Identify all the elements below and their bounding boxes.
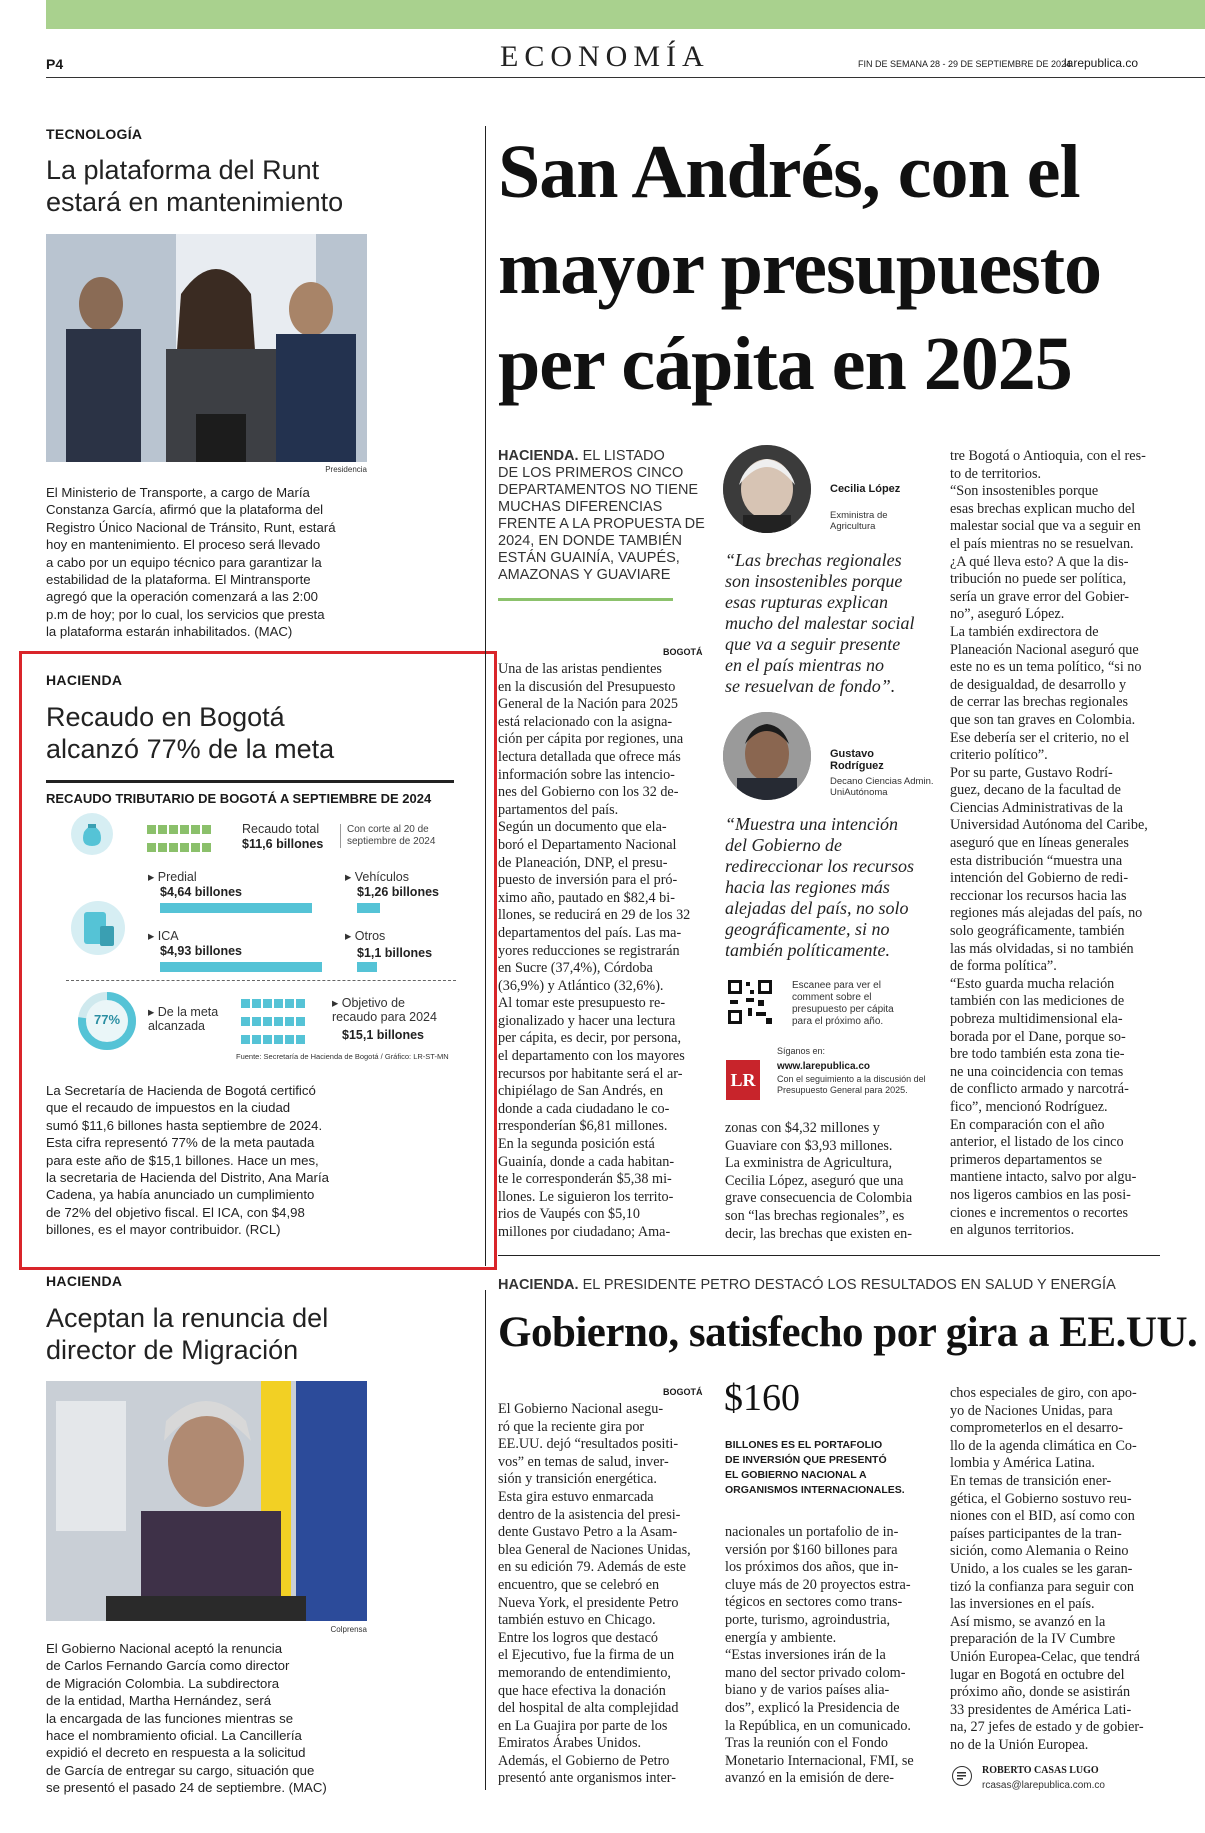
predial-label: ▸ Predial (148, 870, 197, 884)
text-line: dos”, explicó la Presidencia de (725, 1699, 900, 1716)
calculator-icon (70, 898, 125, 958)
caption-line: EL GOBIERNO NACIONAL A (725, 1469, 867, 1481)
otros-value: $1,1 billones (357, 946, 433, 960)
text-line: el Ejecutivo, fue la firma de un (498, 1647, 675, 1664)
otros-label: ▸ Otros (345, 929, 386, 943)
quote-line: esas rupturas explican (725, 592, 888, 612)
migracion-line: de Carlos Fernando García como director (46, 1658, 290, 1674)
text-line: fico”, mencionó Rodríguez. (950, 1098, 1108, 1115)
runt-photo-illustration (46, 234, 367, 462)
migracion-line: de García de entregar su cargo, situación que (46, 1762, 315, 1778)
text-line: esta distribución “muestra una (950, 852, 1123, 869)
text-line: intención del Gobierno de redi- (950, 870, 1129, 887)
quote-line: en el país mientras no (725, 655, 884, 675)
total-value: $11,6 billones (242, 837, 324, 851)
quote2-name: Gustavo Rodríguez (830, 748, 884, 772)
text-line: países participantes de la tran- (950, 1525, 1122, 1542)
text-line: está relacionado con la asigna- (498, 713, 673, 730)
text-line: Cecilia López, aseguró que una (725, 1172, 904, 1189)
lr-logo: LR (726, 1060, 760, 1100)
text-line: Ese debería ser el criterio, no el (950, 729, 1130, 746)
gira-col3 (950, 1385, 1162, 1754)
text-line: “Esto guarda mucha relación (950, 975, 1115, 992)
text-line: llones, se reducirá en 29 de los 32 (498, 907, 691, 924)
text-line: EE.UU. dejó “resultados positi- (498, 1436, 679, 1453)
predial-name: Predial (157, 870, 197, 884)
text-line: dente Gustavo Petro a la Asam- (498, 1524, 678, 1541)
text-line: Al tomar este presupuesto re- (498, 995, 666, 1012)
main-deck (498, 448, 713, 584)
main-deck-line: EL LISTADO (582, 448, 665, 464)
gira-kicker: HACIENDA. (498, 1277, 579, 1293)
progress-ring (76, 990, 138, 1052)
text-line: energía y ambiente. (725, 1629, 837, 1646)
top-color-bar (46, 0, 1205, 29)
main-dateline: BOGOTÁ (663, 647, 703, 657)
text-line: dentro de la asistencia del presi- (498, 1506, 681, 1523)
portrait-illustration (723, 712, 811, 800)
text-line: próximo año, donde se asistirán (950, 1684, 1131, 1701)
text-line: Una de las aristas pendientes (498, 661, 662, 677)
gira-headline: Gobierno, satisfecho por gira a EE.UU. (498, 1309, 1198, 1356)
follow-label: Síganos en: (777, 1046, 826, 1056)
recaudo-line: sumó $11,6 billones hasta septiembre de 2024. (46, 1117, 323, 1133)
text-line: de Planeación, DNP, el presu- (498, 854, 668, 871)
text-line: recursos por habitante será el ar- (498, 1065, 683, 1082)
quote-line: alejadas del país, no solo (725, 898, 909, 918)
vehiculos-value: $1,26 billones (357, 885, 439, 899)
quote-line: mucho del malestar social (725, 613, 915, 633)
text-line: llones. Le siguieron los territo- (498, 1188, 674, 1205)
quote-line: redireccionar los recursos (725, 856, 914, 876)
quote1-name: Cecilia López (830, 483, 901, 495)
text-line: per cápita, es decir, por persona, (498, 1030, 681, 1047)
runt-line: estabilidad de la plataforma. El Mintransporte (46, 572, 311, 588)
text-line: partamentos del país. (498, 801, 619, 818)
text-line: niones con el BID, así como con (950, 1508, 1135, 1525)
quote2-role: Decano Ciencias Admin. UniAutónoma (830, 776, 934, 798)
text-line: boró el Departamento Nacional (498, 836, 677, 853)
text-line: na, 27 jefes de estado y de gobier- (950, 1719, 1144, 1736)
text-line: las inversiones en el país. (950, 1596, 1095, 1613)
text-line: Guainía, donde a cada habitan- (498, 1153, 675, 1170)
text-line: Tras la reunión con el Fondo (725, 1735, 889, 1752)
text-line: vos” en temas de salud, inver- (498, 1453, 669, 1470)
text-line: nos ligeros cambios en las posi- (950, 1186, 1131, 1203)
main-deck-line: AMAZONAS Y GUAVIARE (498, 567, 671, 583)
recaudo-body (46, 1082, 386, 1239)
goal-label-text: Objetivo de recaudo para 2024 (332, 996, 437, 1024)
text-line: comprometerlos en el desarro- (950, 1420, 1123, 1437)
text-line: sería un grave error del Gobier- (950, 588, 1129, 605)
main-headline (498, 124, 1198, 412)
total-squares (146, 822, 236, 858)
quote-line: “Muestra una intención (725, 814, 898, 834)
text-line: Por su parte, Gustavo Rodrí- (950, 764, 1113, 781)
text-line: to de territorios. (950, 465, 1042, 482)
text-line: Según un documento que ela- (498, 819, 667, 836)
text-line: ¿A qué lleva esto? A que la dis- (950, 553, 1129, 570)
gira-col1 (498, 1401, 706, 1788)
text-line: que hace efectiva la donación (498, 1682, 666, 1699)
text-line: La también exdirectora de (950, 623, 1099, 640)
migracion-line: de Migración Colombia. La subdirectora (46, 1675, 280, 1691)
text-line: Unión Europea-Celac, que tendrá (950, 1648, 1140, 1665)
text-line: en la discusión del Presupuesto (498, 678, 676, 695)
text-line: cluye más de 20 proyectos estra- (725, 1576, 911, 1593)
text-line: bre todo también esta zona tie- (950, 1046, 1125, 1063)
follow-site[interactable]: www.larepublica.co (777, 1061, 870, 1072)
main-col2 (725, 1120, 933, 1243)
quote-line: “Las brechas regionales (725, 550, 902, 570)
main-headline-line: mayor presupuesto (498, 226, 1102, 310)
text-line: te le corresponderán $5,38 mi- (498, 1171, 672, 1188)
text-line: Monetario Internacional, FMI, se (725, 1752, 914, 1769)
text-line: reccionar los recursos hacia las (950, 887, 1127, 904)
caption-line: BILLONES ES EL PORTAFOLIO (725, 1439, 883, 1451)
chart-source: Fuente: Secretaría de Hacienda de Bogotá / Gráfico: LR-ST-MN (236, 1052, 449, 1061)
runt-line: agregó que la operación comenzará a las 2:00 (46, 589, 318, 605)
text-line: Así mismo, se avanzó en la (950, 1613, 1106, 1630)
text-line: no de la Unión Europea. (950, 1736, 1089, 1753)
text-line: gética, el Gobierno sostuvo reu- (950, 1490, 1132, 1507)
quote-line: del Gobierno de (725, 835, 842, 855)
text-line: nacionales un portafolio de in- (725, 1524, 899, 1540)
migracion-line: la encargada de las funciones mientras se (46, 1710, 294, 1726)
text-line: rresponderían $6,81 millones. (498, 1118, 668, 1135)
text-line: La exministra de Agricultura, (725, 1155, 893, 1172)
text-line: anterior, el listado de los cinco (950, 1134, 1124, 1151)
text-line: En comparación con el año (950, 1116, 1105, 1133)
text-line: Esta gira estuvo enmarcada (498, 1488, 654, 1505)
recaudo-line: para este año de $15,1 billones. Hace un mes, (46, 1152, 319, 1168)
recaudo-title: Recaudo en Bogotá alcanzó 77% de la meta (46, 702, 335, 764)
migracion-photo (46, 1381, 367, 1621)
text-line: borada por el Dane, porque so- (950, 1028, 1126, 1045)
text-line: lugar en Bogotá en octubre del (950, 1666, 1125, 1683)
text-line: rios de Vaupés con $5,10 (498, 1206, 640, 1223)
text-line: nes del Gobierno con los 32 de- (498, 784, 679, 801)
text-line: que son tan graves en Colombia. (950, 711, 1136, 728)
text-line: la República, en un comunicado. (725, 1717, 911, 1734)
runt-title: La plataforma del Runt estará en mantenimiento (46, 155, 344, 217)
text-line: porte, turismo, agroindustria, (725, 1611, 891, 1628)
gira-deck-text: EL PRESIDENTE PETRO DESTACÓ LOS RESULTADOS EN SALUD Y ENERGÍA (582, 1277, 1116, 1293)
recaudo-kicker: HACIENDA (46, 672, 123, 688)
text-line: esas brechas explican mucho del (950, 500, 1136, 517)
text-line: ción per cápita por regiones, una (498, 731, 684, 748)
recaudo-line: billones, es el mayor contribuidor. (RCL) (46, 1222, 281, 1238)
text-line: también estuvo en Chicago. (498, 1612, 656, 1629)
text-line: yo de Naciones Unidas, para (950, 1402, 1113, 1419)
recaudo-line: la secretaria de Hacienda del Distrito, Ana María (46, 1170, 329, 1186)
vehiculos-bar (357, 903, 380, 913)
text-line: decir, las brechas que existen en- (725, 1225, 912, 1242)
runt-line: Registro Único Nacional de Tránsito, Runt, estará (46, 519, 336, 535)
text-line: Ciencias Administrativas de la (950, 799, 1123, 816)
otros-name: Otros (354, 929, 386, 943)
text-line: información sobre las intencio- (498, 766, 675, 783)
text-line: en La Guajira por parte de los (498, 1717, 668, 1734)
text-line: sión y transición energética. (498, 1471, 657, 1488)
text-line: memorando de entendimiento, (498, 1664, 671, 1681)
author-email-icon (952, 1766, 972, 1786)
text-line: yores reducciones se registrarán (498, 942, 680, 959)
text-line: tribución no puede ser política, (950, 571, 1127, 588)
text-line: Nueva York, el presidente Petro (498, 1594, 679, 1611)
ica-name: ICA (157, 929, 179, 943)
quote-line: son insostenibles porque (725, 571, 903, 591)
text-line: Planeación Nacional aseguró que (950, 641, 1139, 658)
quote-line: que va a seguir presente (725, 634, 901, 654)
column-divider-lower (485, 1290, 486, 1790)
text-line: avanzó en la emisión de dere- (725, 1770, 894, 1787)
page-number: P4 (46, 56, 64, 72)
text-line: ró que la reciente gira por (498, 1418, 645, 1435)
text-line: (36,9%) y Atlántico (32,6%). (498, 977, 664, 994)
text-line: guez, decano de la facultad de (950, 782, 1121, 799)
text-line: donde a cada ciudadano le co- (498, 1100, 670, 1117)
runt-kicker: TECNOLOGÍA (46, 126, 143, 142)
recaudo-line: La Secretaría de Hacienda de Bogotá certificó (46, 1083, 316, 1098)
text-line: solo geográficamente, también (950, 923, 1125, 940)
text-line: criterio político”. (950, 747, 1048, 764)
text-line: mano del sector privado colom- (725, 1664, 906, 1681)
runt-photo (46, 234, 367, 462)
main-kicker: HACIENDA. (498, 448, 579, 464)
progress-pct: 77% (93, 1012, 121, 1027)
chart-divider (66, 980, 456, 981)
text-line: ciones e incrementos o recortes (950, 1204, 1129, 1221)
text-line: este no es un tema político, “si no (950, 659, 1142, 676)
quote-line: hacia las regiones más (725, 877, 890, 897)
runt-line: Constanza García, afirmó que la plataforma del (46, 502, 324, 518)
text-line: del hospital de alta complejidad (498, 1700, 679, 1717)
author-email[interactable]: rcasas@larepublica.com.co (982, 1780, 1105, 1791)
text-line: preparación de la IV Cumbre (950, 1631, 1116, 1648)
deck-rule (498, 598, 673, 601)
text-line: primeros departamentos se (950, 1151, 1103, 1168)
gustavo-rodriguez-portrait (723, 712, 811, 800)
text-line: departamentos del país. Las ma- (498, 924, 682, 941)
text-line: En la segunda posición está (498, 1136, 655, 1153)
text-line: aseguró que en líneas generales (950, 835, 1129, 852)
runt-photo-credit: Presidencia (325, 465, 367, 474)
section-title: ECONOMÍA (500, 40, 710, 73)
cutoff-note: Con corte al 20 de septiembre de 2024 (340, 824, 450, 848)
quote-line: se resuelvan de fondo”. (725, 676, 896, 696)
migracion-photo-illustration (46, 1381, 367, 1621)
text-line: en Sucre (37,4%), Córdoba (498, 960, 653, 977)
total-label: Recaudo total (242, 822, 320, 836)
text-line: tégicos en sectores como trans- (725, 1594, 903, 1611)
gira-deck (498, 1277, 1116, 1293)
text-line: ximo año, pautado en $82,4 bi- (498, 889, 675, 906)
site-url[interactable]: larepublica.co (1064, 56, 1139, 70)
text-line: “Estas inversiones irán de la (725, 1647, 886, 1664)
text-line: zonas con $4,32 millones y (725, 1120, 880, 1136)
migracion-line: de la entidad, Martha Hernández, será (46, 1693, 272, 1709)
text-line: de desigualdad, de desarrollo y (950, 676, 1127, 693)
runt-body (46, 484, 376, 641)
text-line: pobreza multidimensional ela- (950, 1011, 1123, 1027)
text-line: no”, aseguró López. (950, 606, 1065, 623)
main-headline-line: San Andrés, con el (498, 130, 1080, 214)
text-line: el departamento con los mayores (498, 1048, 685, 1065)
gira-big-caption (725, 1438, 935, 1498)
text-line: regiones más alejadas del país, no (950, 905, 1143, 922)
ica-label: ▸ ICA (148, 929, 179, 943)
text-line: de forma política”. (950, 958, 1057, 975)
text-line: encuentro, que se celebró en (498, 1576, 660, 1593)
main-deck-line: ESTÁN GUAINÍA, VAUPÉS, (498, 550, 680, 566)
text-line: en su edición 79. Además de este (498, 1559, 686, 1576)
text-line: de cerrar las brechas regionales (950, 694, 1129, 711)
caption-line: ORGANISMOS INTERNACIONALES. (725, 1484, 905, 1496)
main-deck-line: FRENTE A LA PROPUESTA DE (498, 516, 705, 532)
main-col3 (950, 448, 1162, 1240)
gira-col2 (725, 1524, 933, 1788)
text-line: presentó ante organismos inter- (498, 1770, 676, 1787)
runt-line: a cabo por un equipo técnico para garantizar la (46, 554, 322, 570)
text-line: sición, como Alemania o Reino (950, 1543, 1129, 1560)
progress-text: ▸ De la meta alcanzada (148, 1005, 219, 1033)
quote-line: geográficamente, si no (725, 919, 890, 939)
author-name: ROBERTO CASAS LUGO (982, 1765, 1099, 1776)
header-rule (46, 77, 1205, 78)
text-line: “Son insostenibles porque (950, 483, 1099, 500)
story-divider (498, 1255, 1160, 1256)
predial-bar (160, 903, 312, 913)
text-line: General de la Nación para 2025 (498, 696, 679, 713)
main-col1 (498, 661, 706, 1242)
runt-line: la plataforma estarán inhabilitados. (MAC) (46, 624, 293, 640)
text-line: en algunos territorios. (950, 1222, 1075, 1239)
recaudo-line: de 72% del objetivo fiscal. El ICA, con $4,98 (46, 1204, 305, 1220)
progress-text-label: De la meta alcanzada (148, 1005, 219, 1033)
text-line: Además, el Gobierno de Petro (498, 1752, 670, 1769)
text-line: los próximos dos años, que in- (725, 1559, 899, 1576)
text-line: son “las brechas regionales”, es (725, 1207, 905, 1224)
main-deck-line: 2024, EN DONDE TAMBIÉN (498, 533, 682, 549)
chart-top-rule (46, 780, 454, 783)
text-line: En temas de transición ener- (950, 1472, 1112, 1489)
runt-line: El Ministerio de Transporte, a cargo de María (46, 485, 310, 500)
text-line: El Gobierno Nacional asegu- (498, 1401, 664, 1417)
text-line: ne una coincidencia con temas (950, 1063, 1124, 1080)
text-line: chos especiales de giro, con apo- (950, 1385, 1137, 1401)
main-deck-line: MUCHAS DIFERENCIAS (498, 499, 663, 515)
text-line: versión por $160 billones para (725, 1541, 898, 1558)
qr-code-icon[interactable] (726, 978, 774, 1026)
otros-bar (357, 962, 377, 972)
recaudo-line: Esta cifra representó 77% de la meta pautada (46, 1135, 315, 1151)
main-headline-line: per cápita en 2025 (498, 322, 1072, 406)
recaudo-line: que el recaudo de impuestos en la ciudad (46, 1100, 291, 1116)
column-divider (485, 126, 486, 1266)
text-line: chipiélago de San Andrés, en (498, 1083, 664, 1100)
chart-title: RECAUDO TRIBUTARIO DE BOGOTÁ A SEPTIEMBRE DE 2024 (46, 791, 432, 806)
text-line: también con las mediciones de (950, 993, 1125, 1010)
quote-line: también políticamente. (725, 940, 890, 960)
text-line: Universidad Autónoma del Caribe, (950, 817, 1148, 834)
migracion-line: hace el nombramiento oficial. La Cancillería (46, 1728, 302, 1744)
money-bag-icon (70, 812, 114, 856)
migracion-line: expidió el decreto en respuesta a la solicitud (46, 1745, 306, 1761)
predial-value: $4,64 billones (160, 885, 242, 899)
text-line: malestar social que va a seguir en (950, 518, 1141, 535)
text-line: Guaviare con $3,93 millones. (725, 1137, 893, 1154)
text-line: llo de la agenda climática en Co- (950, 1437, 1137, 1454)
ica-value: $4,93 billones (160, 944, 242, 958)
recaudo-line: Cadena, ya había anunciado un cumplimiento (46, 1187, 315, 1203)
text-line: lectura detallada que ofrece más (498, 748, 681, 765)
text-line: Emiratos Árabes Unidos. (498, 1735, 642, 1752)
cecilia-lopez-portrait (723, 445, 811, 533)
migracion-line: El Gobierno Nacional aceptó la renuncia (46, 1641, 283, 1656)
migracion-body (46, 1640, 386, 1797)
text-line: puesto de inversión para el pró- (498, 872, 678, 889)
migracion-photo-credit: Colprensa (330, 1625, 367, 1634)
goal-squares (240, 996, 325, 1050)
text-line: grave consecuencia de Colombia (725, 1190, 913, 1207)
qr-text: Escanee para ver el comment sobre el presupuesto per cápita para el próximo año. (792, 980, 894, 1027)
goal-value: $15,1 billones (342, 1028, 424, 1042)
text-line: Entre los logros que destacó (498, 1629, 658, 1646)
text-line: el país mientras no se resuelvan. (950, 535, 1134, 552)
issue-date: FIN DE SEMANA 28 - 29 DE SEPTIEMBRE DE 2024 (858, 59, 1072, 69)
text-line: lombia y América Latina. (950, 1455, 1095, 1472)
gira-big-number: $160 (724, 1377, 800, 1419)
main-deck-line: DE LOS PRIMEROS CINCO (498, 465, 684, 481)
runt-line: hoy en mantenimiento. El proceso será llevado (46, 537, 321, 553)
text-line: tre Bogotá o Antioquia, con el res- (950, 448, 1146, 464)
text-line: blea General de Naciones Unidas, (498, 1541, 691, 1558)
runt-line: p.m de hoy; por lo cual, los servicios que presta (46, 606, 325, 622)
follow-text: Con el seguimiento a la discusión del Presupuesto General para 2025. (777, 1074, 926, 1095)
portrait-illustration (723, 445, 811, 533)
migracion-kicker: HACIENDA (46, 1273, 123, 1289)
vehiculos-name: Vehículos (354, 870, 409, 884)
text-line: biano y de varios países alia- (725, 1682, 890, 1699)
quote1-text (725, 550, 940, 697)
text-line: millones por ciudadano; Ama- (498, 1224, 671, 1240)
text-line: de conflicto armado y narcotrá- (950, 1081, 1129, 1098)
text-line: 33 presidentes de América Lati- (950, 1701, 1132, 1718)
migracion-title: Aceptan la renuncia del director de Migración (46, 1303, 329, 1365)
text-line: las más olvidadas, si no también (950, 940, 1134, 957)
text-line: mantiene intacto, salvo por algu- (950, 1169, 1137, 1186)
vehiculos-label: ▸ Vehículos (345, 870, 409, 884)
text-line: gionalizado y hacer una lectura (498, 1012, 676, 1029)
caption-line: DE INVERSIÓN QUE PRESENTÓ (725, 1454, 887, 1466)
text-line: tizó la confianza para seguir con (950, 1578, 1134, 1595)
goal-label: ▸ Objetivo de recaudo para 2024 (332, 996, 437, 1024)
text-line: Unido, a los cuales se les garan- (950, 1560, 1133, 1577)
migracion-line: se presentó el pasado 24 de septiembre. (MAC) (46, 1780, 327, 1796)
quote1-role: Exministra de Agricultura (830, 510, 888, 532)
gira-dateline: BOGOTÁ (663, 1387, 703, 1397)
ica-bar (160, 962, 322, 972)
quote2-text (725, 814, 940, 961)
main-deck-line: DEPARTAMENTOS NO TIENE (498, 482, 699, 498)
